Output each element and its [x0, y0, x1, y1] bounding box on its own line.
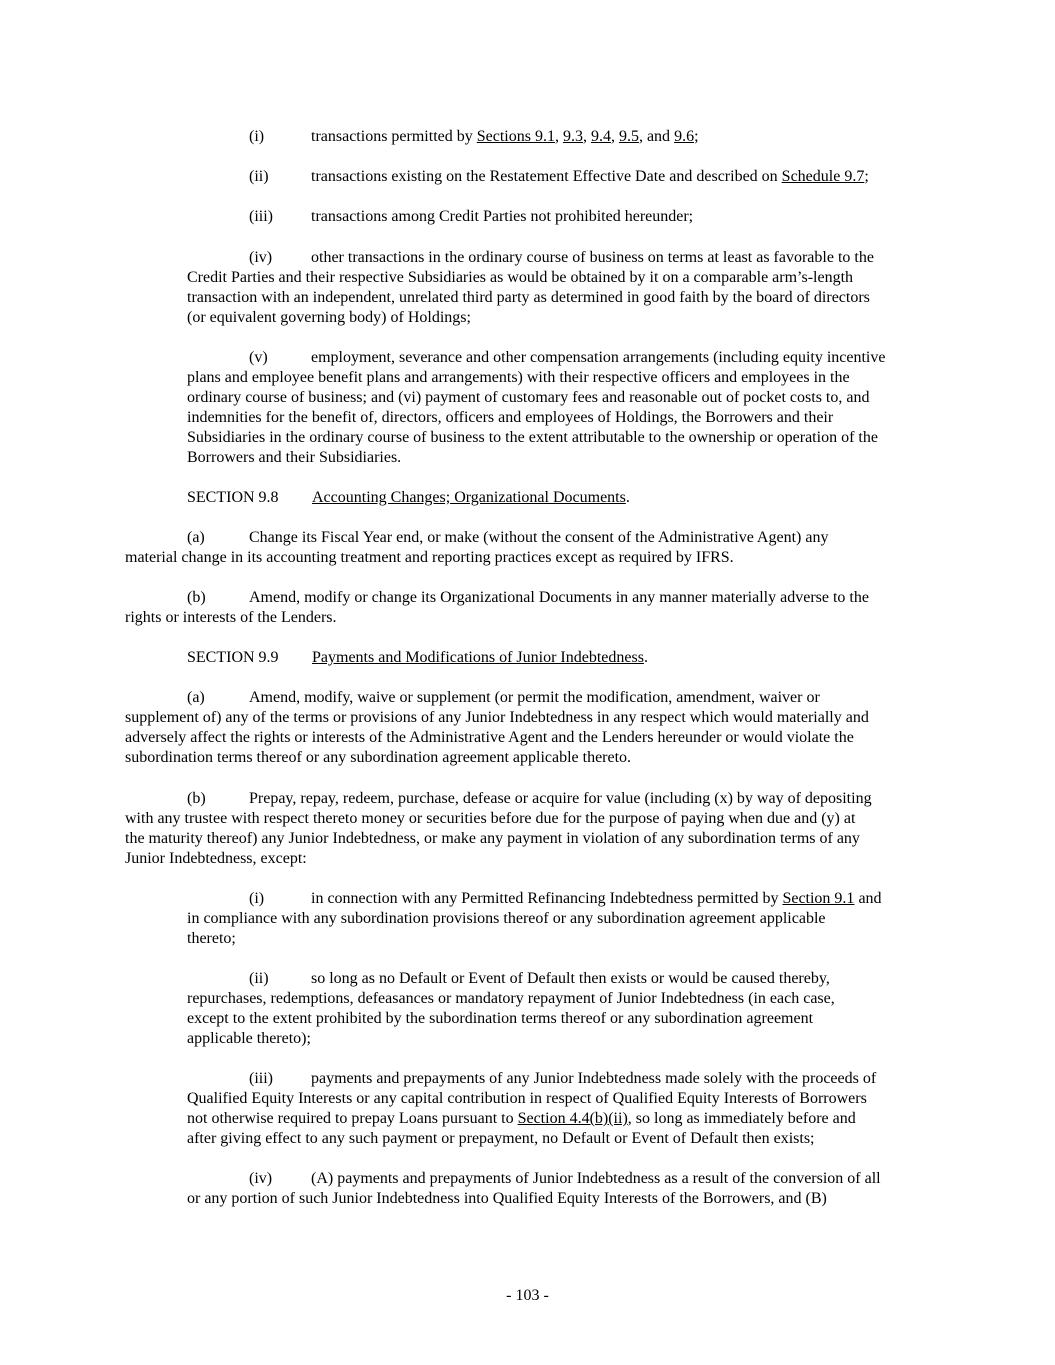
section-reference: 9.3 [562, 128, 583, 145]
section-9-8-clause-a: (a) Change its Fiscal Year end, or make (without the consent of the Administrative Agent) any material change in its accounting treatment and reporting practices except as required by IFRS. [125, 529, 829, 566]
clause-number: (b) [187, 589, 206, 606]
section-reference: 9.4 [590, 128, 611, 145]
clause-v-compensation-arrangements: (v) employment, severance and other compensation arrangements (including equity incentive plans and employee benefit plans and arrangements) with their respective officers and employees in the ordinary course of business; and (vi) payment of customary fees and reasonable out of pocket costs to, and indemnities for the benefit of, directors, officers and employees of Holdings, the Borrowers and their Subsidiaries in the ordinary course of business to the extent attributable to the ownership or operation of the Borrowers and their Subsidiaries. [187, 349, 886, 466]
section-reference: Sections 9.1 [476, 128, 555, 145]
clause-iii-credit-party-transactions: (iii) transactions among Credit Parties not prohibited hereunder; [249, 208, 694, 225]
clause-number: (a) [187, 529, 205, 546]
clause-number: (i) [249, 128, 265, 145]
clause-number: (iv) [249, 249, 273, 266]
section-label: SECTION 9.8 [187, 489, 279, 506]
section-reference: 9.5 [618, 128, 639, 145]
clause-number: (iii) [249, 208, 273, 225]
clause-number: (iv) [249, 1170, 273, 1187]
section-9-8-heading: SECTION 9.8 Accounting Changes; Organizational Documents. [187, 489, 630, 506]
clause-iv-ordinary-course-transactions: (iv) other transactions in the ordinary course of business on terms at least as favorable to the Credit Parties and their respective Subsidiaries as would be obtained by it on a comparable arm’s-length transaction with an independent, unrelated third party as determined in good faith by the board of directors (or equivalent governing body) of Holdings; [187, 249, 874, 326]
clause-number: (v) [249, 349, 268, 366]
section-9-9-b-clause-iv: (iv) (A) payments and prepayments of Junior Indebtedness as a result of the conversion of all or any portion of such Junior Indebtedness into Qualified Equity Interests of the Borrowers, and (B) [187, 1170, 881, 1207]
section-reference: Section 9.1 [782, 890, 855, 907]
section-reference: Section 4.4(b)(ii) [517, 1110, 628, 1127]
section-reference: 9.6 [674, 128, 695, 145]
clause-number: (iii) [249, 1070, 273, 1087]
clause-number: (ii) [249, 970, 269, 987]
section-9-9-heading: SECTION 9.9 Payments and Modifications of Junior Indebtedness. [187, 649, 648, 666]
page-number: - 103 - [506, 1287, 549, 1304]
clause-number: (a) [187, 689, 205, 706]
clause-i-permitted-transactions: (i) transactions permitted by Sections 9.1, 9.3, 9.4, 9.5, and 9.6; [249, 128, 699, 145]
clause-number: (i) [249, 890, 265, 907]
section-9-9-b-clause-iii: (iii) payments and prepayments of any Junior Indebtedness made solely with the proceeds of Qualified Equity Interests or any capital contribution in respect of Qualified Equity Interests of Borrowers not otherwise required to prepay Loans pursuant to Section 4.4(b)(ii), so long as immediately before and after giving effect to any such payment or prepayment, no Default or Event of Default then exists; [187, 1070, 877, 1147]
schedule-reference: Schedule 9.7 [781, 168, 865, 185]
clause-number: (ii) [249, 168, 269, 185]
section-9-9-clause-a: (a) Amend, modify, waive or supplement (or permit the modification, amendment, waiver or supplement of) any of the terms or provisions of any Junior Indebtedness in any respect which would materially and adversely affect the rights or interests of the Administrative Agent and the Lenders hereunder or would violate the subordination terms thereof or any subordination agreement applicable thereto. [125, 689, 869, 766]
section-9-9-b-clause-ii: (ii) so long as no Default or Event of Default then exists or would be caused thereby, repurchases, redemptions, defeasances or mandatory repayment of Junior Indebtedness (in each case, except to the extent prohibited by the subordination terms thereof or any subordination agreement applicable thereto); [187, 970, 835, 1047]
section-label: SECTION 9.9 [187, 649, 279, 666]
section-title: Payments and Modifications of Junior Indebtedness [312, 649, 644, 666]
clause-ii-existing-transactions: (ii) transactions existing on the Restatement Effective Date and described on Schedule 9.7; [249, 168, 869, 185]
section-title: Accounting Changes; Organizational Documents [312, 489, 626, 506]
section-9-9-clause-b: (b) Prepay, repay, redeem, purchase, defease or acquire for value (including (x) by way of depositing with any trustee with respect thereto money or securities before due for the purpose of paying when due and (y) at the maturity thereof) any Junior Indebtedness, or make any payment in violation of any subordination terms of any Junior Indebtedness, except: [125, 790, 872, 867]
clause-number: (b) [187, 790, 206, 807]
section-9-9-b-clause-i: (i) in connection with any Permitted Refinancing Indebtedness permitted by Section 9.1 and in compliance with any subordination provisions thereof or any subordination agreement applicable thereto; [187, 890, 882, 947]
section-9-8-clause-b: (b) Amend, modify or change its Organizational Documents in any manner materially adverse to the rights or interests of the Lenders. [125, 589, 869, 626]
